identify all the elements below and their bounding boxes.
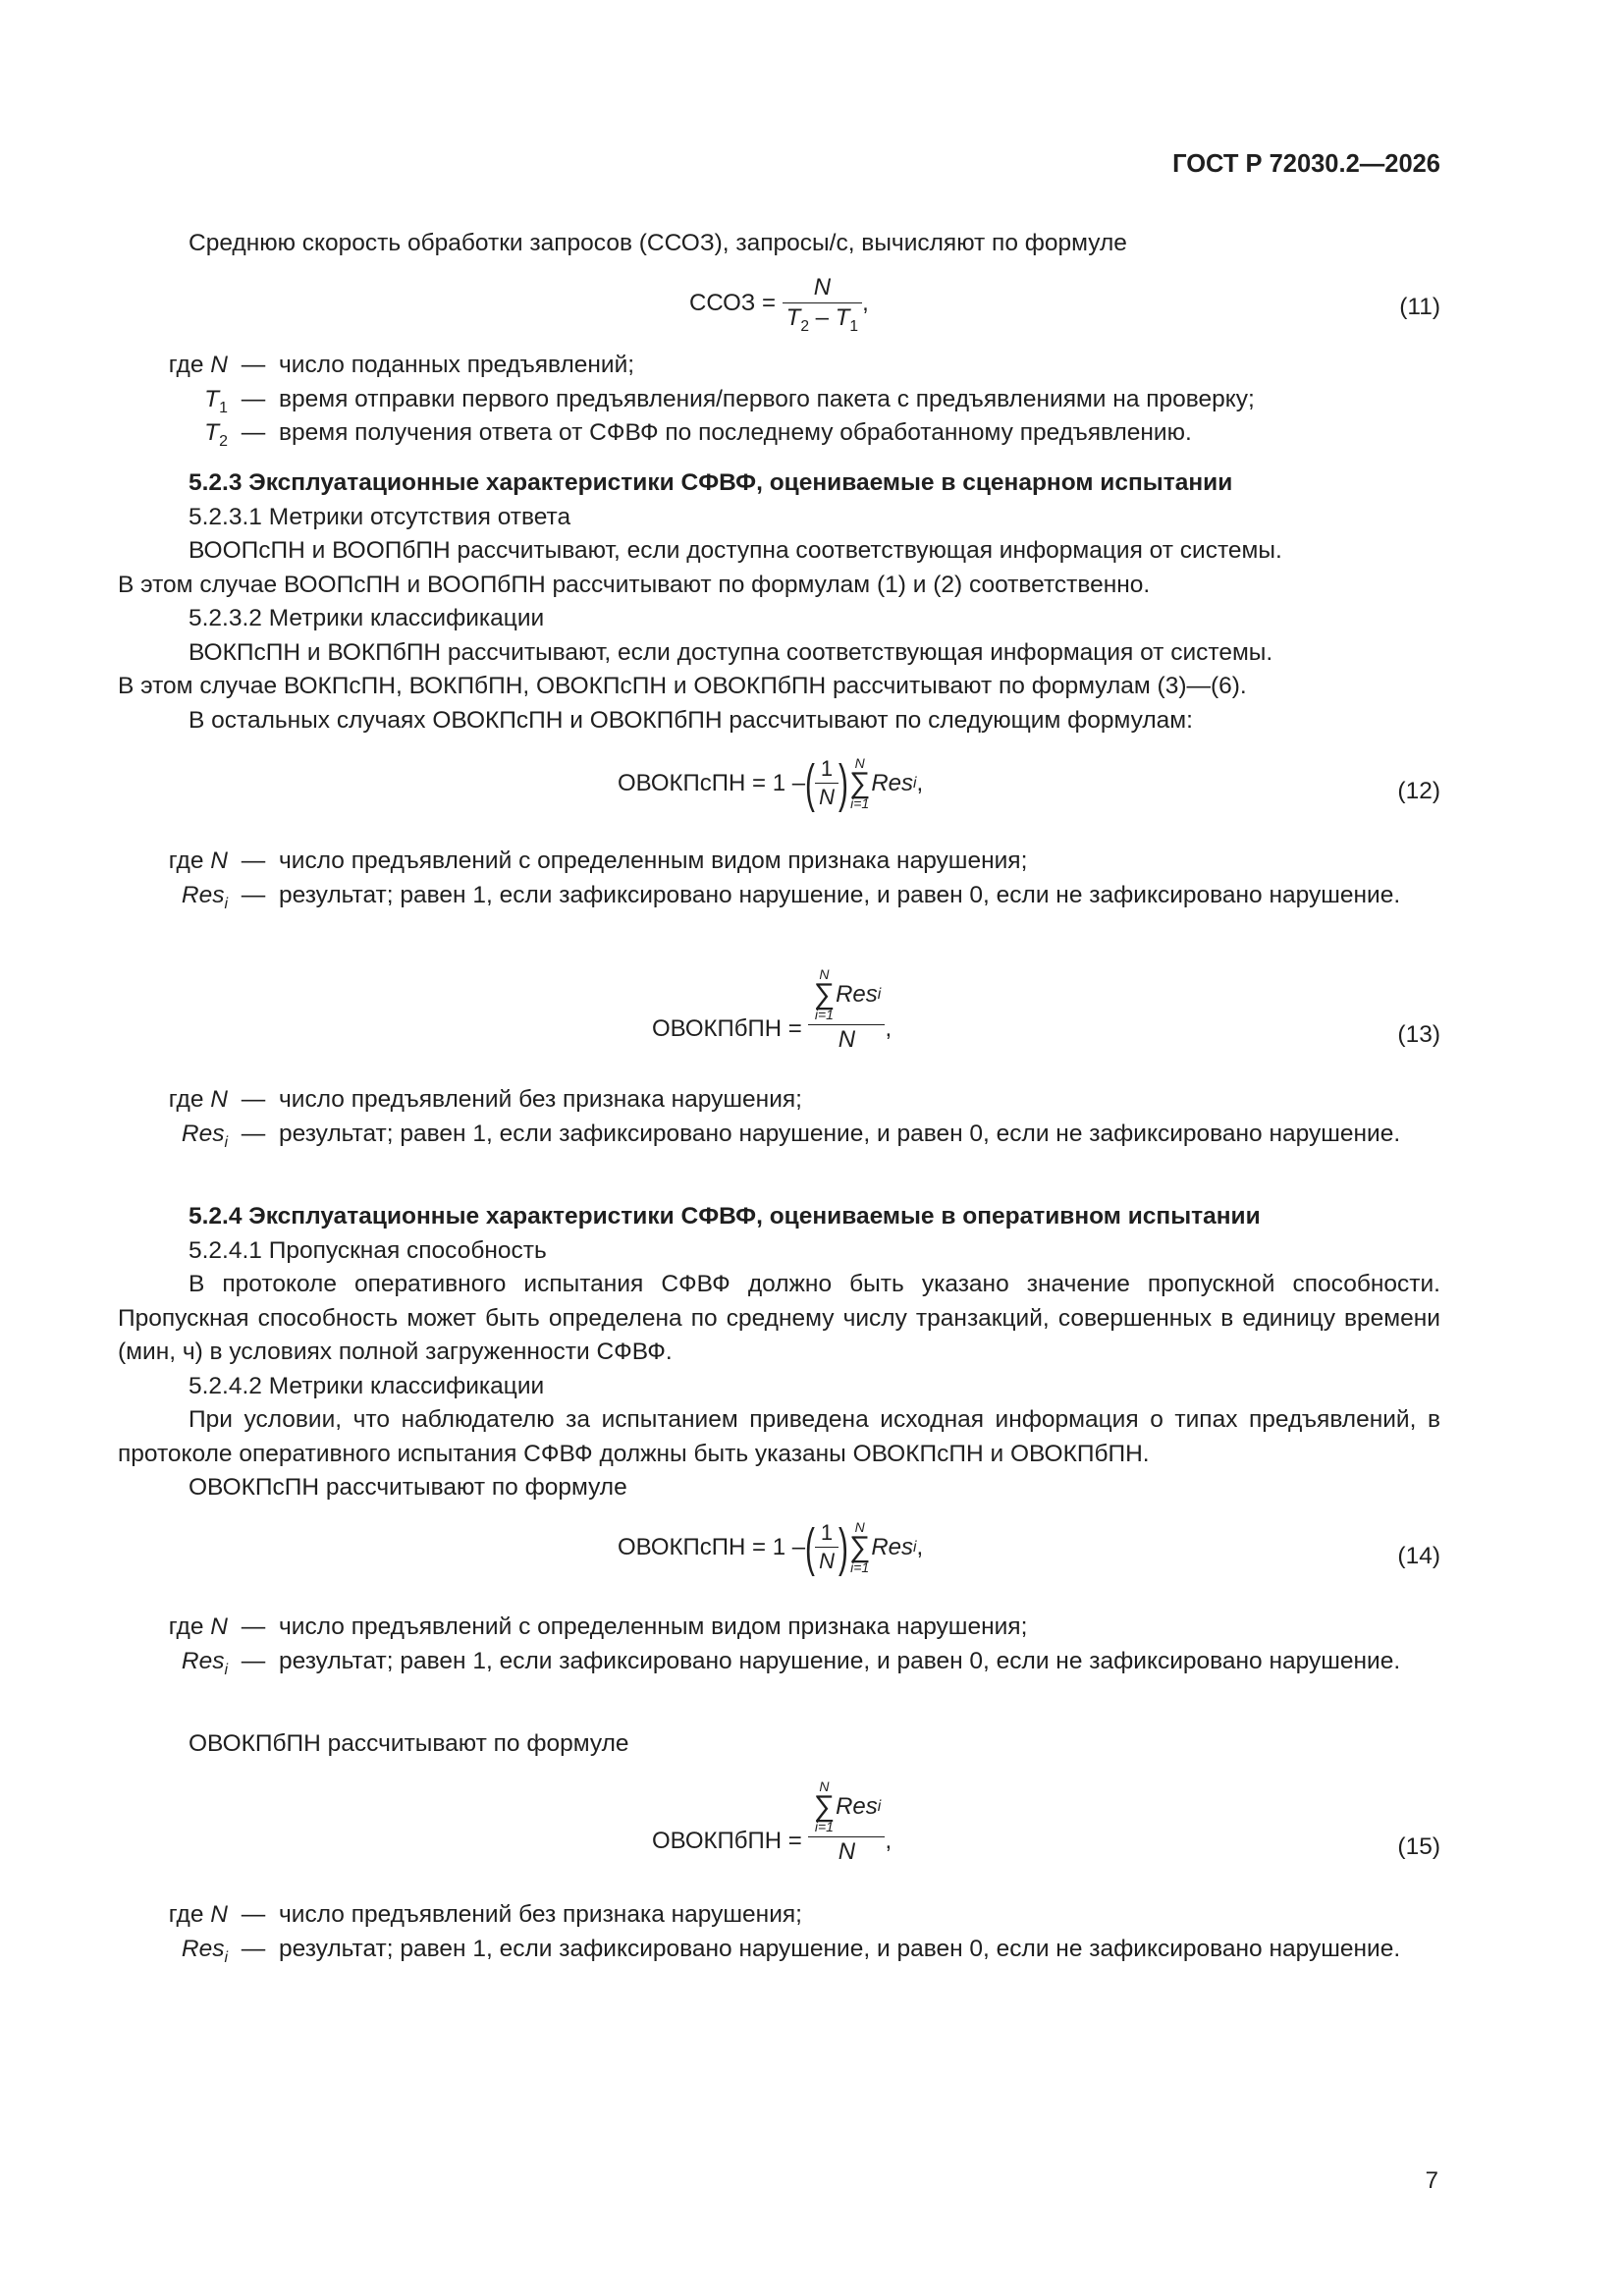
paragraph: В остальных случаях ОВОКПсПН и ОВОКПбПН рассчитывают по следующим формулам: (189, 706, 1193, 734)
where-list-14 (118, 1611, 1440, 1678)
document-header: ГОСТ Р 72030.2—2026 (1172, 150, 1440, 178)
paragraph: В протоколе оперативного испытания СФВФ должно быть указано значение пропускной способности. Пропускная способность может быть определена по среднему числу транзакций, совершенных в единицу времени (мин, ч) в условиях полной загруженности СФВФ. (118, 1271, 1440, 1365)
subsection-title: 5.2.3.2 Метрики классификации (189, 605, 545, 631)
where-row: $T_1$ — время отправки первого предъявления/первого пакета с предъявлениями на проверку; (204, 385, 1255, 416)
formula-11 (689, 274, 869, 335)
intro-ccoz: Среднюю скорость обработки запросов (ССОЗ), запросы/с, вычисляют по формуле (189, 230, 1127, 256)
formula-12-lhs: ОВОКПсПН = 1 – (618, 769, 806, 796)
paragraph: ВООПсПН и ВООПбПН рассчитывают, если доступна соответствующая информация от системы. (189, 537, 1282, 564)
formula-11-fraction (783, 274, 862, 335)
where-row: где N — число предъявлений без признака нарушения; (168, 1086, 802, 1113)
where-row: Res$_i$ — результат; равен 1, если зафиксировано нарушение, и равен 0, если не зафиксировано нарушение. (181, 1120, 1401, 1151)
where-row: где N — число поданных предъявлений; (168, 352, 635, 378)
paragraph: ОВОКПсПН рассчитывают по формуле (189, 1474, 627, 1501)
formula-13-lhs: ОВОКПбПН = (652, 1015, 802, 1042)
formula-14-number: (14) (1397, 1543, 1440, 1569)
where-row: где N — число предъявлений с определенным видом признака нарушения; (168, 847, 1028, 874)
paragraph: В этом случае ВООПсПН и ВООПбПН рассчитывают по формулам (1) и (2) соответственно. (118, 571, 1151, 598)
paragraph: При условии, что наблюдателю за испытанием приведена исходная информация о типах предъявлений, в протоколе оперативного испытания СФВФ должны быть указаны ОВОКПсПН и ОВОКПбПН. (118, 1406, 1440, 1467)
section-5-2-3 (118, 466, 1440, 738)
where-row: $T_2$ — время получения ответа от СФВФ по последнему обработанному предъявлению. (204, 419, 1192, 450)
where-row: Res$_i$ — результат; равен 1, если зафиксировано нарушение, и равен 0, если не зафиксировано нарушение. (181, 881, 1401, 912)
section-title: 5.2.3 Эксплуатационные характеристики СФВФ, оцениваемые в сценарном испытании (189, 469, 1233, 496)
formula-14: ОВОКПсПН = 1 – ( $\frac{1}{N}$ ) N ∑ i=1 Res i , (618, 1517, 924, 1577)
subsection-title: 5.2.4.2 Метрики классификации (189, 1372, 545, 1399)
formula-15-lhs: ОВОКПбПН = (652, 1828, 802, 1854)
paragraph: ВОКПсПН и ВОКПбПН рассчитывают, если доступна соответствующая информация от системы. (189, 638, 1273, 666)
paragraph: В этом случае ВОКПсПН, ВОКПбПН, ОВОКПсПН и ОВОКПбПН рассчитывают по формулам (3)—(6). (118, 673, 1247, 699)
formula-12-number: (12) (1397, 778, 1440, 804)
where-list-12 (118, 845, 1440, 912)
where-list-15 (118, 1898, 1440, 1966)
formula-11-number: (11) (1399, 294, 1440, 320)
formula-11-denominator: $T_2 - T_1$ (783, 302, 862, 330)
formula-15-number: (15) (1397, 1833, 1440, 1860)
sum-symbol: N ∑ i=1 (848, 755, 871, 811)
where-list-13 (118, 1083, 1440, 1151)
formula-13: ОВОКПбПН = N ∑ i=1 Res i N , (652, 966, 893, 1053)
subsection-title: 5.2.4.1 Пропускная способность (189, 1236, 547, 1264)
paragraph: ОВОКПбПН рассчитывают по формуле (189, 1730, 629, 1757)
formula-15: ОВОКПбПН = N ∑ i=1 Res i N , (652, 1778, 893, 1865)
where-row: где N — число предъявлений с определенным видом признака нарушения; (168, 1613, 1028, 1640)
where-row: Res$_i$ — результат; равен 1, если зафиксировано нарушение, и равен 0, если не зафиксировано нарушение. (181, 1647, 1401, 1678)
formula-11-numerator: N (813, 274, 832, 301)
sum-symbol: N ∑ i=1 (848, 1519, 871, 1575)
section-5-2-4 (118, 1200, 1440, 1505)
formula-11-tail: , (862, 289, 869, 316)
formula-11-lhs: ССОЗ = (689, 289, 776, 316)
subsection-title: 5.2.3.1 Метрики отсутствия ответа (189, 503, 571, 530)
formula-12: ОВОКПсПН = 1 – ( $\frac{1}{N}$ ) N ∑ i=1 Res i , (618, 753, 924, 813)
where-row: где N — число предъявлений без признака нарушения; (168, 1901, 802, 1928)
formula-14-lhs: ОВОКПсПН = 1 – (618, 1533, 806, 1560)
where-row: Res$_i$ — результат; равен 1, если зафиксировано нарушение, и равен 0, если не зафиксировано нарушение. (181, 1935, 1401, 1966)
where-list-11 (118, 349, 1440, 451)
section-title: 5.2.4 Эксплуатационные характеристики СФВФ, оцениваемые в оперативном испытании (189, 1203, 1261, 1230)
page-number: 7 (1425, 2167, 1438, 2194)
formula-13-number: (13) (1397, 1021, 1440, 1048)
